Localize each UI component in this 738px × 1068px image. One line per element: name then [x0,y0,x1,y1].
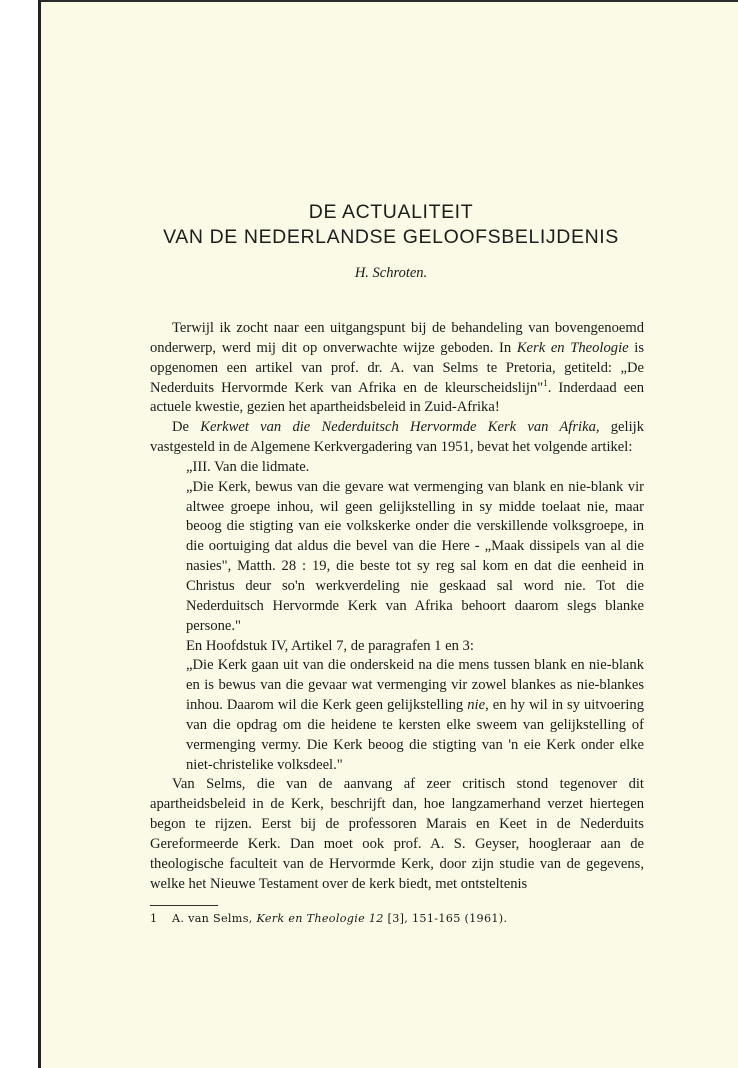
article-body [150,319,644,894]
document-title [41,200,738,250]
quote-heading-chapter-iv: En Hoofdstuk IV, Artikel 7, de paragrafen 1 en 3: [186,637,474,654]
paragraph-van-selms: Van Selms, die van de aanvang af zeer critisch stond tegenover dit apartheidsbeleid in de Kerk, beschrijft dan, hoe langzamerhand verzet hiertegen begon te rijzen. Eerst bij de professoren Marais en Keet in de Nederduits Gereformeerde Kerk. Dan moet ook prof. A. S. Geyser, hoogleraar aan de theologische faculteit van de Hervormde Kerk, door zijn studie van de gegevens, welke het Nieuwe Testament over de kerk biedt, met ontsteltenis [150,776,644,892]
document-page [38,0,738,1068]
paragraph-text: . Inderdaad een actuele kwestie, gezien het apartheidsbeleid in Zuid-Afrika! [150,379,644,416]
footnote-reference: 1 [543,377,548,388]
paragraph-text: Terwijl ik zocht naar een uitgangspunt bij de behandeling van bovengenoemd onderwerp, werd mij dit op onverwachte wijze geboden. In [150,320,644,356]
quote-article-iii: „Die Kerk, bewus van die gevare wat vermenging van blank en nie-blank vir altwee groepe inhou, wil geen gelijkstelling in sy midde toelaat nie, maar beoog die stigting van eie volkskerke onder die verskillende volksgroepe, in die oortuiging dat aldus die bevel van die Here - „Maak dissipels van al die nasies", Matth. 28 : 19, die beste tot sy reg sal kom en dat die eenheid in Christus deur so'n werkverdeling nie geskaad sal word nie. Tot die Nederduitsch Hervormde Kerk van Afrika behoort daarom slegs blanke persone." [186,478,644,634]
emphasis: nie [467,697,486,714]
footnote [150,912,644,925]
quote-heading: „III. Van die lidmate. [186,458,310,475]
paragraph-text: is opgenomen een artikel van prof. dr. A. van Selms te Pretoria, getiteld: „De Nederduits Hervormde Kerk van Afrika en de kleurscheidslijn" [150,339,644,396]
title-line-2: VAN DE NEDERLANDSE GELOOFSBELIJDENIS [163,226,619,248]
quote-article-7 [150,656,644,775]
quote-text: „Die Kerk gaan uit van die onderskeid na die mens tussen blank en nie-blank en is bewus van die gevaar wat vermenging vir zowel blankes as nie-blankes inhou. Daarom wil die Kerk geen gelijkstelling [186,657,644,714]
footnote-divider [150,905,218,906]
footnote-text: A. van Selms, [172,912,257,925]
paragraph-intro [150,319,644,418]
author-name: H. Schroten. [354,265,428,281]
quote-text: , en hy wil in sy uitvoering van die opdrag om die heidene te kersten elke sweem van gelijkstelling of vermenging vermy. Die Kerk beoog die stigting van 'n eie Kerk onder elke niet-christelike volksdeel." [186,697,644,773]
title-line-1: DE ACTUALITEIT [308,201,474,223]
journal-title: Kerk en Theologie [516,339,629,356]
footnote-journal: Kerk en Theologie 12 [256,912,384,925]
paragraph-kerkwet [150,418,644,458]
footnote-text: [3], 151-165 (1961). [383,912,508,925]
paragraph-text: De [172,419,201,436]
paragraph-text: gelijk vastgesteld in de Algemene Kerkvergadering van 1951, bevat het volgende artikel: [150,419,644,456]
footnote-number: 1 [150,912,158,925]
law-title: Kerkwet van die Nederduitsch Hervormde Kerk van Afrika, [200,419,600,436]
